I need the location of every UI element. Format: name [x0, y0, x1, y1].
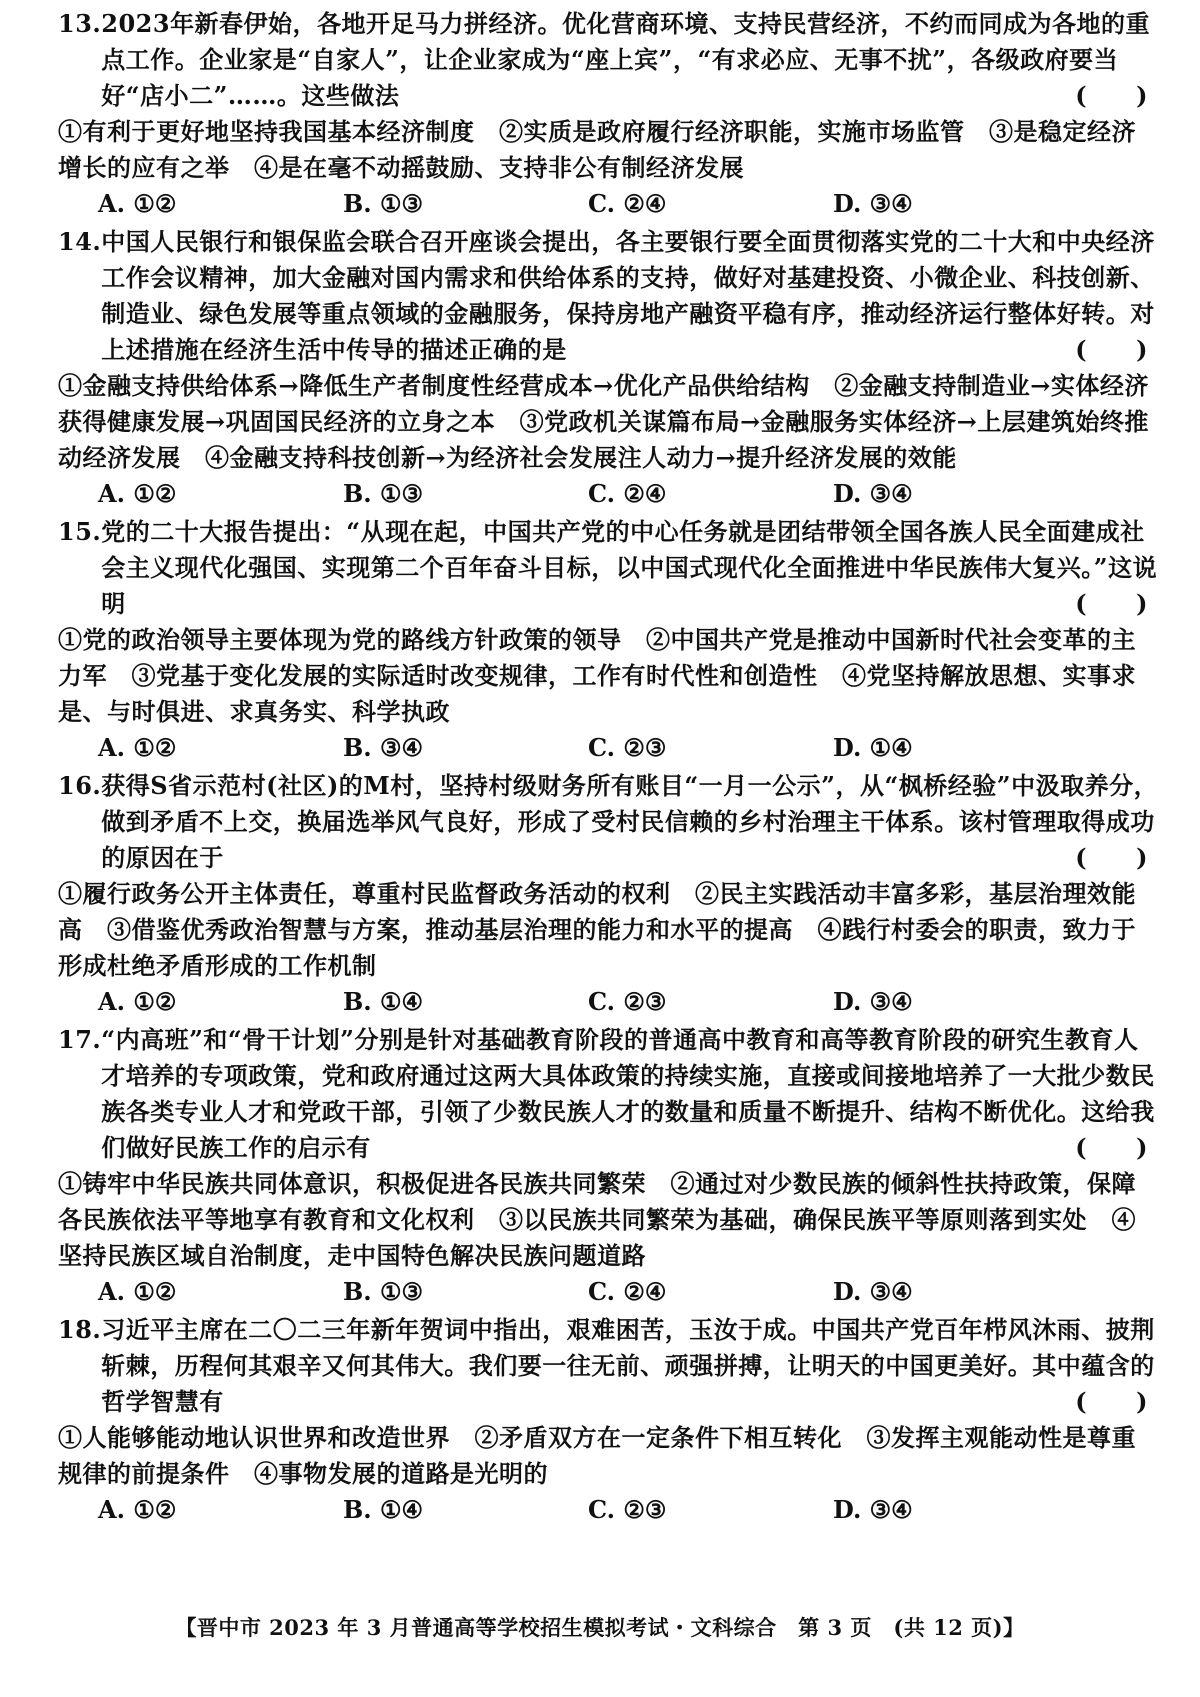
option-a: A. ①② — [98, 733, 177, 762]
option-c: C. ②④ — [588, 1277, 667, 1306]
option-c: C. ②④ — [588, 479, 667, 508]
question-number: 14. — [58, 227, 102, 256]
option-b: B. ①③ — [343, 479, 424, 508]
question-17 — [58, 1022, 1160, 1310]
question-18 — [58, 1312, 1160, 1528]
option-c: C. ②③ — [588, 733, 667, 762]
answer-options — [58, 1274, 1160, 1310]
option-d: D. ③④ — [833, 987, 913, 1016]
answer-options — [58, 730, 1160, 766]
answer-options — [58, 984, 1160, 1020]
question-text: 获得S省示范村(社区)的M村，坚持村级财务所有账目“一月一公示”，从“枫桥经验”中汲取养分，做到矛盾不上交，换届选举风气良好，形成了受村民信赖的乡村治理主干体系。该村管理取得成功的原因在于 — [101, 771, 1159, 872]
option-d: D. ③④ — [833, 1495, 913, 1524]
answer-bracket: ( ) — [1075, 589, 1148, 618]
question-text: 党的二十大报告提出：“从现在起，中国共产党的中心任务就是团结带领全国各族人民全面建成社会主义现代化强国、实现第二个百年奋斗目标，以中国式现代化全面推进中华民族伟大复兴。”这说明 — [101, 517, 1158, 618]
question-number: 17. — [58, 1025, 102, 1054]
option-c: C. ②③ — [588, 1495, 667, 1524]
answer-bracket: ( ) — [1075, 1133, 1148, 1162]
question-statements: ①履行政务公开主体责任，尊重村民监督政务活动的权利 ②民主实践活动丰富多彩，基层治理效能高 ③借鉴优秀政治智慧与方案，推动基层治理的能力和水平的提高 ④践行村委会的职责，致力于形成杜绝矛盾形成的工作机制 — [58, 879, 1136, 980]
question-stem — [58, 224, 1160, 368]
question-stem — [58, 1022, 1160, 1166]
option-c: C. ②④ — [588, 189, 667, 218]
question-14 — [58, 224, 1160, 512]
option-a: A. ①② — [98, 189, 177, 218]
option-d: D. ①④ — [833, 733, 913, 762]
question-text: 2023年新春伊始，各地开足马力拼经济。优化营商环境、支持民营经济，不约而同成为各地的重点工作。企业家是“自家人”，让企业家成为“座上宾”，“有求必应、无事不扰”，各级政府要当好“店小二”……。这些做法 — [101, 9, 1151, 110]
question-statements: ①铸牢中华民族共同体意识，积极促进各民族共同繁荣 ②通过对少数民族的倾斜性扶持政策，保障各民族依法平等地享有教育和文化权利 ③以民族共同繁荣为基础，确保民族平等原则落到实处 ④坚持民族区域自治制度，走中国特色解决民族问题道路 — [58, 1169, 1136, 1270]
question-15 — [58, 514, 1160, 766]
question-statements: ①人能够能动地认识世界和改造世界 ②矛盾双方在一定条件下相互转化 ③发挥主观能动性是尊重规律的前提条件 ④事物发展的道路是光明的 — [58, 1423, 1136, 1488]
option-b: B. ①③ — [343, 189, 424, 218]
option-b: B. ①③ — [343, 1277, 424, 1306]
question-13 — [58, 6, 1160, 222]
question-number: 15. — [58, 517, 102, 546]
question-statements: ①党的政治领导主要体现为党的路线方针政策的领导 ②中国共产党是推动中国新时代社会变革的主力军 ③党基于变化发展的实际适时改变规律，工作有时代性和创造性 ④党坚持解放思想、实事求是、与时俱进、求真务实、科学执政 — [58, 625, 1136, 726]
option-a: A. ①② — [98, 479, 177, 508]
option-d: D. ③④ — [833, 189, 913, 218]
question-text: 中国人民银行和银保监会联合召开座谈会提出，各主要银行要全面贯彻落实党的二十大和中央经济工作会议精神，加大金融对国内需求和供给体系的支持，做好对基建投资、小微企业、科技创新、制造业、绿色发展等重点领域的金融服务，保持房地产融资平稳有序，推动经济运行整体好转。对上述措施在经济生活中传导的描述正确的是 — [101, 227, 1155, 364]
option-a: A. ①② — [98, 1495, 177, 1524]
question-statements: ①金融支持供给体系→降低生产者制度性经营成本→优化产品供给结构 ②金融支持制造业→实体经济获得健康发展→巩固国民经济的立身之本 ③党政机关谋篇布局→金融服务实体经济→上层建筑始终推动经济发展 ④金融支持科技创新→为经济社会发展注人动力→提升经济发展的效能 — [58, 371, 1149, 472]
question-number: 16. — [58, 771, 102, 800]
option-b: B. ①④ — [343, 1495, 424, 1524]
answer-options — [58, 1492, 1160, 1528]
answer-bracket: ( ) — [1075, 843, 1148, 872]
option-a: A. ①② — [98, 987, 177, 1016]
answer-bracket: ( ) — [1075, 335, 1148, 364]
question-stem — [58, 768, 1160, 876]
question-stem — [58, 6, 1160, 114]
question-stem — [58, 1312, 1160, 1420]
question-stem — [58, 514, 1160, 622]
question-number: 13. — [58, 9, 102, 38]
option-b: B. ③④ — [343, 733, 424, 762]
option-c: C. ②③ — [588, 987, 667, 1016]
question-text: 习近平主席在二〇二三年新年贺词中指出，艰难困苦，玉汝于成。中国共产党百年栉风沐雨、披荆斩棘，历程何其艰辛又何其伟大。我们要一往无前、顽强拼搏，让明天的中国更美好。其中蕴含的哲学智慧有 — [101, 1315, 1155, 1416]
answer-bracket: ( ) — [1075, 1387, 1148, 1416]
option-b: B. ①④ — [343, 987, 424, 1016]
question-text: “内高班”和“骨干计划”分别是针对基础教育阶段的普通高中教育和高等教育阶段的研究生教育人才培养的专项政策，党和政府通过这两大具体政策的持续实施，直接或间接地培养了一大批少数民族各类专业人才和党政干部，引领了少数民族人才的数量和质量不断提升、结构不断优化。这给我们做好民族工作的启示有 — [101, 1025, 1155, 1162]
option-d: D. ③④ — [833, 479, 913, 508]
question-number: 18. — [58, 1315, 102, 1344]
answer-options — [58, 476, 1160, 512]
option-a: A. ①② — [98, 1277, 177, 1306]
answer-bracket: ( ) — [1075, 81, 1148, 110]
question-statements: ①有利于更好地坚持我国基本经济制度 ②实质是政府履行经济职能，实施市场监管 ③是稳定经济增长的应有之举 ④是在毫不动摇鼓励、支持非公有制经济发展 — [58, 117, 1136, 182]
page-footer: 【晋中市 2023 年 3 月普通高等学校招生模拟考试・文科综合 第 3 页 (共 12 页)】 — [175, 1615, 1025, 1640]
answer-options — [58, 186, 1160, 222]
question-16 — [58, 768, 1160, 1020]
option-d: D. ③④ — [833, 1277, 913, 1306]
